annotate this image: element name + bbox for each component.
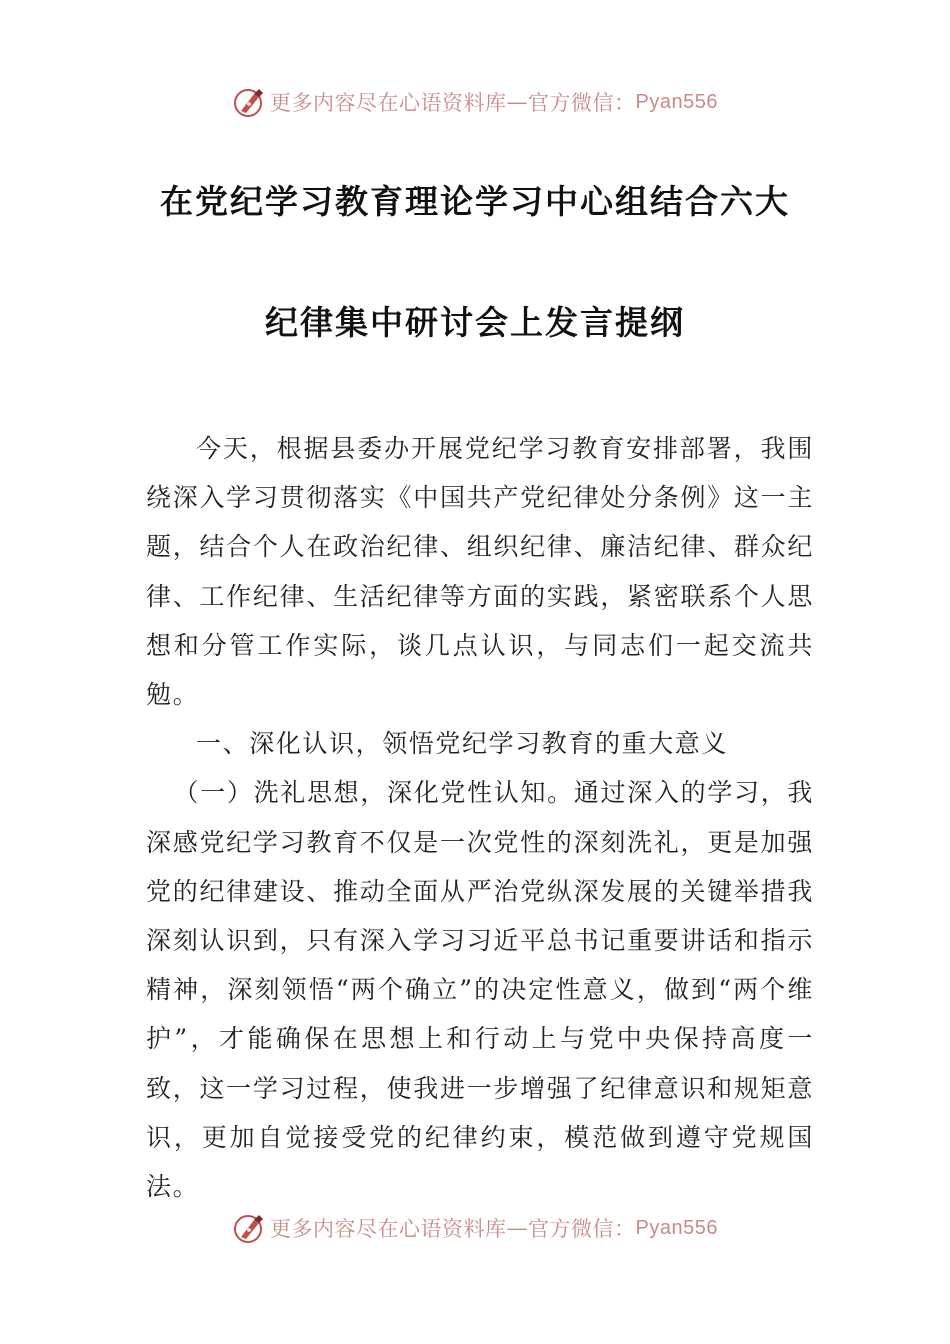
subsection-paragraph: （一）洗礼思想，深化党性认知。通过深入的学习，我深感党纪学习教育不仅是一次党性的深刻洗礼，更是加强党的纪律建设、推动全面从严治党纵深发展的关键举措我深刻认识到，只有深入学习习近平总书记重要讲话和指示精神，深刻领悟“两个确立”的决定性意义，做到“两个维护”，才能确保在思想上和行动上与党中央保持高度一致，这一学习过程，使我进一步增强了纪律意识和规矩意识，更加自觉接受党的纪律约束，模范做到遵守党规国法。	[146, 778, 814, 1202]
document-body	[146, 424, 814, 1211]
watermark-site-text: 更多内容尽在心语资料库	[270, 1217, 507, 1241]
watermark-dash: —	[506, 90, 529, 114]
watermark-site-text: 更多内容尽在心语资料库	[270, 91, 507, 115]
watermark-banner-bottom	[0, 1208, 950, 1248]
watermark-dash: —	[506, 1216, 529, 1240]
document-title-line1: 在党纪学习教育理论学习中心组结合六大	[160, 182, 790, 221]
pen-nib-logo-icon	[232, 1211, 266, 1245]
pen-nib-logo-icon	[232, 85, 266, 119]
watermark-wechat-id: Pyan556	[635, 1216, 718, 1239]
watermark-wechat-label: 官方微信：	[528, 91, 636, 115]
document-title-line2: 纪律集中研讨会上发言提纲	[265, 303, 685, 342]
watermark-wechat-label: 官方微信：	[528, 1217, 636, 1241]
watermark-banner-top	[0, 82, 950, 122]
section-heading: 一、深化认识，领悟党纪学习教育的重大意义	[196, 729, 729, 759]
watermark-wechat-id: Pyan556	[635, 90, 718, 113]
intro-paragraph: 今天，根据县委办开展党纪学习教育安排部署，我围绕深入学习贯彻落实《中国共产党纪律处分条例》这一主题，结合个人在政治纪律、组织纪律、廉洁纪律、群众纪律、工作纪律、生活纪律等方面的实践，紧密联系个人思想和分管工作实际，谈几点认识，与同志们一起交流共勉。	[146, 434, 814, 710]
